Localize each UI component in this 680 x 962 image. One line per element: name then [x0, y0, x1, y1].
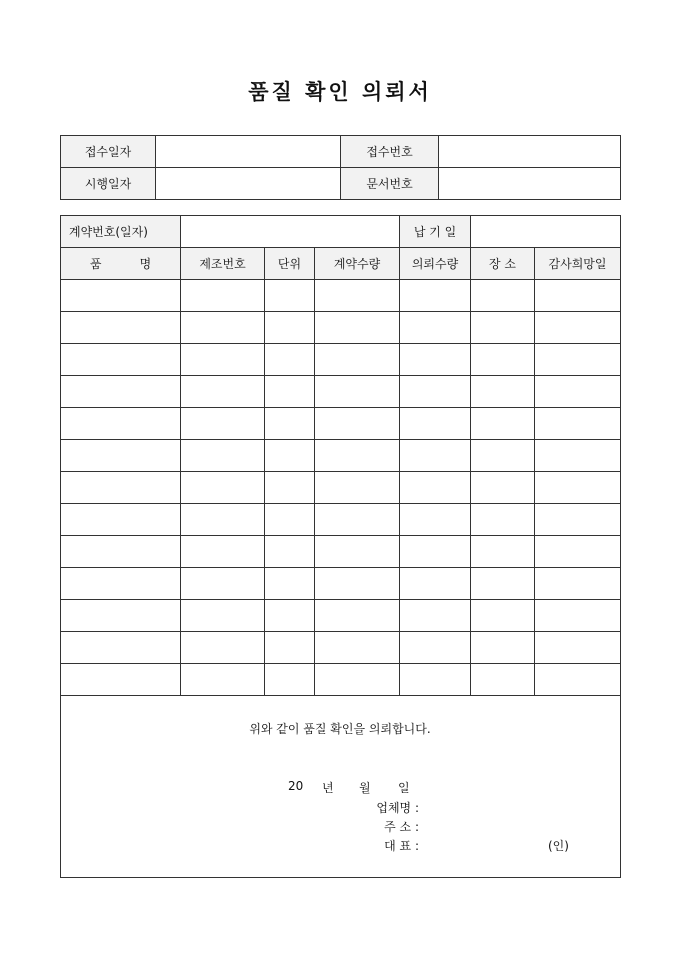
table-cell[interactable]	[535, 632, 621, 664]
table-cell[interactable]	[535, 568, 621, 600]
item-rows	[61, 280, 621, 696]
column-header: 계약수량	[315, 248, 400, 280]
footer-row	[61, 696, 621, 878]
date-month-unit: 월	[359, 781, 371, 795]
table-cell[interactable]	[400, 376, 471, 408]
table-cell[interactable]	[471, 440, 535, 472]
table-cell[interactable]	[181, 536, 265, 568]
table-cell[interactable]	[265, 504, 315, 536]
table-cell[interactable]	[315, 664, 400, 696]
table-cell[interactable]	[471, 408, 535, 440]
column-header: 감사희망일	[535, 248, 621, 280]
table-cell[interactable]	[535, 312, 621, 344]
date-day-unit: 일	[398, 781, 410, 795]
items-table	[60, 215, 621, 878]
table-cell[interactable]	[400, 344, 471, 376]
table-cell[interactable]	[400, 600, 471, 632]
table-row	[61, 312, 621, 344]
table-cell[interactable]	[400, 536, 471, 568]
table-cell[interactable]	[315, 600, 400, 632]
execution-date-field[interactable]	[156, 168, 341, 200]
table-cell[interactable]	[181, 280, 265, 312]
page-title: 품질 확인 의뢰서	[248, 79, 432, 104]
table-cell[interactable]	[400, 440, 471, 472]
table-cell[interactable]	[471, 664, 535, 696]
table-cell[interactable]	[471, 472, 535, 504]
table-row	[61, 632, 621, 664]
table-row	[61, 504, 621, 536]
table-cell[interactable]	[61, 632, 181, 664]
table-cell[interactable]	[181, 440, 265, 472]
table-cell[interactable]	[315, 280, 400, 312]
column-header: 제조번호	[181, 248, 265, 280]
table-cell[interactable]	[400, 408, 471, 440]
table-cell[interactable]	[61, 280, 181, 312]
table-cell[interactable]	[400, 472, 471, 504]
column-header: 품 명	[61, 248, 181, 280]
table-cell[interactable]	[265, 376, 315, 408]
table-cell[interactable]	[265, 280, 315, 312]
table-cell[interactable]	[471, 568, 535, 600]
table-cell[interactable]	[535, 472, 621, 504]
company-name-label: 업체명 :	[376, 801, 419, 815]
column-header: 장 소	[471, 248, 535, 280]
execution-date-label: 시행일자	[61, 168, 156, 200]
table-cell[interactable]	[181, 472, 265, 504]
table-cell[interactable]	[471, 312, 535, 344]
table-cell[interactable]	[535, 536, 621, 568]
table-cell[interactable]	[535, 504, 621, 536]
table-cell[interactable]	[400, 664, 471, 696]
table-cell[interactable]	[265, 664, 315, 696]
table-cell[interactable]	[400, 632, 471, 664]
table-row	[61, 600, 621, 632]
table-cell[interactable]	[400, 280, 471, 312]
table-cell[interactable]	[315, 536, 400, 568]
table-cell[interactable]	[315, 312, 400, 344]
table-row	[61, 408, 621, 440]
table-cell[interactable]	[471, 280, 535, 312]
table-cell[interactable]	[181, 600, 265, 632]
table-row	[61, 664, 621, 696]
table-cell[interactable]	[61, 344, 181, 376]
table-cell[interactable]	[181, 632, 265, 664]
date-year[interactable]: 20	[288, 779, 304, 793]
delivery-date-field[interactable]	[471, 216, 621, 248]
table-cell[interactable]	[61, 312, 181, 344]
table-row	[61, 536, 621, 568]
table-cell[interactable]	[265, 600, 315, 632]
contract-row	[61, 216, 621, 248]
table-cell[interactable]	[400, 312, 471, 344]
table-cell[interactable]	[265, 472, 315, 504]
table-cell[interactable]	[471, 504, 535, 536]
delivery-date-label: 납 기 일	[400, 216, 471, 248]
table-cell[interactable]	[400, 568, 471, 600]
table-cell[interactable]	[315, 472, 400, 504]
table-cell[interactable]	[471, 344, 535, 376]
table-cell[interactable]	[61, 472, 181, 504]
table-cell[interactable]	[61, 408, 181, 440]
table-cell[interactable]	[181, 408, 265, 440]
table-cell[interactable]	[265, 408, 315, 440]
table-cell[interactable]	[181, 504, 265, 536]
table-cell[interactable]	[535, 376, 621, 408]
address-label: 주 소 :	[384, 820, 419, 834]
table-cell[interactable]	[535, 600, 621, 632]
footer-cell	[61, 696, 621, 878]
table-cell[interactable]	[265, 632, 315, 664]
column-header-row	[61, 248, 621, 280]
table-cell[interactable]	[181, 664, 265, 696]
table-cell[interactable]	[535, 408, 621, 440]
table-row	[61, 472, 621, 504]
table-cell[interactable]	[181, 312, 265, 344]
table-cell[interactable]	[61, 440, 181, 472]
table-cell[interactable]	[471, 632, 535, 664]
receipt-number-field[interactable]	[439, 136, 621, 168]
table-cell[interactable]	[265, 312, 315, 344]
seal-mark: (인)	[548, 839, 569, 853]
table-cell[interactable]	[315, 408, 400, 440]
table-cell[interactable]	[265, 440, 315, 472]
table-cell[interactable]	[400, 504, 471, 536]
table-cell[interactable]	[181, 344, 265, 376]
table-cell[interactable]	[535, 664, 621, 696]
table-cell[interactable]	[265, 344, 315, 376]
table-cell[interactable]	[471, 600, 535, 632]
table-cell[interactable]	[265, 568, 315, 600]
document-number-field[interactable]	[439, 168, 621, 200]
receipt-date-label: 접수일자	[61, 136, 156, 168]
receipt-number-label: 접수번호	[341, 136, 439, 168]
execution-row	[61, 168, 621, 200]
table-cell[interactable]	[471, 536, 535, 568]
contract-number-label: 계약번호(일자)	[61, 216, 181, 248]
table-cell[interactable]	[181, 568, 265, 600]
receipt-info-table	[60, 135, 621, 200]
table-cell[interactable]	[471, 376, 535, 408]
table-cell[interactable]	[265, 536, 315, 568]
table-cell[interactable]	[315, 504, 400, 536]
document-number-label: 문서번호	[341, 168, 439, 200]
table-cell[interactable]	[61, 600, 181, 632]
table-cell[interactable]	[61, 568, 181, 600]
table-row	[61, 376, 621, 408]
table-cell[interactable]	[535, 344, 621, 376]
table-cell[interactable]	[535, 440, 621, 472]
table-cell[interactable]	[315, 568, 400, 600]
column-header: 단위	[265, 248, 315, 280]
request-text: 위와 같이 품질 확인을 의뢰합니다.	[249, 722, 431, 736]
table-cell[interactable]	[535, 280, 621, 312]
contract-number-field[interactable]	[181, 216, 400, 248]
table-cell[interactable]	[315, 344, 400, 376]
receipt-row	[61, 136, 621, 168]
receipt-date-field[interactable]	[156, 136, 341, 168]
table-cell[interactable]	[61, 504, 181, 536]
table-row	[61, 440, 621, 472]
table-row	[61, 280, 621, 312]
table-cell[interactable]	[181, 376, 265, 408]
table-cell[interactable]	[315, 632, 400, 664]
table-cell[interactable]	[61, 664, 181, 696]
table-cell[interactable]	[61, 376, 181, 408]
table-row	[61, 344, 621, 376]
table-cell[interactable]	[315, 440, 400, 472]
column-header: 의뢰수량	[400, 248, 471, 280]
table-cell[interactable]	[61, 536, 181, 568]
table-row	[61, 568, 621, 600]
date-year-unit: 년	[322, 781, 334, 795]
table-cell[interactable]	[315, 376, 400, 408]
representative-label: 대 표 :	[384, 839, 419, 853]
